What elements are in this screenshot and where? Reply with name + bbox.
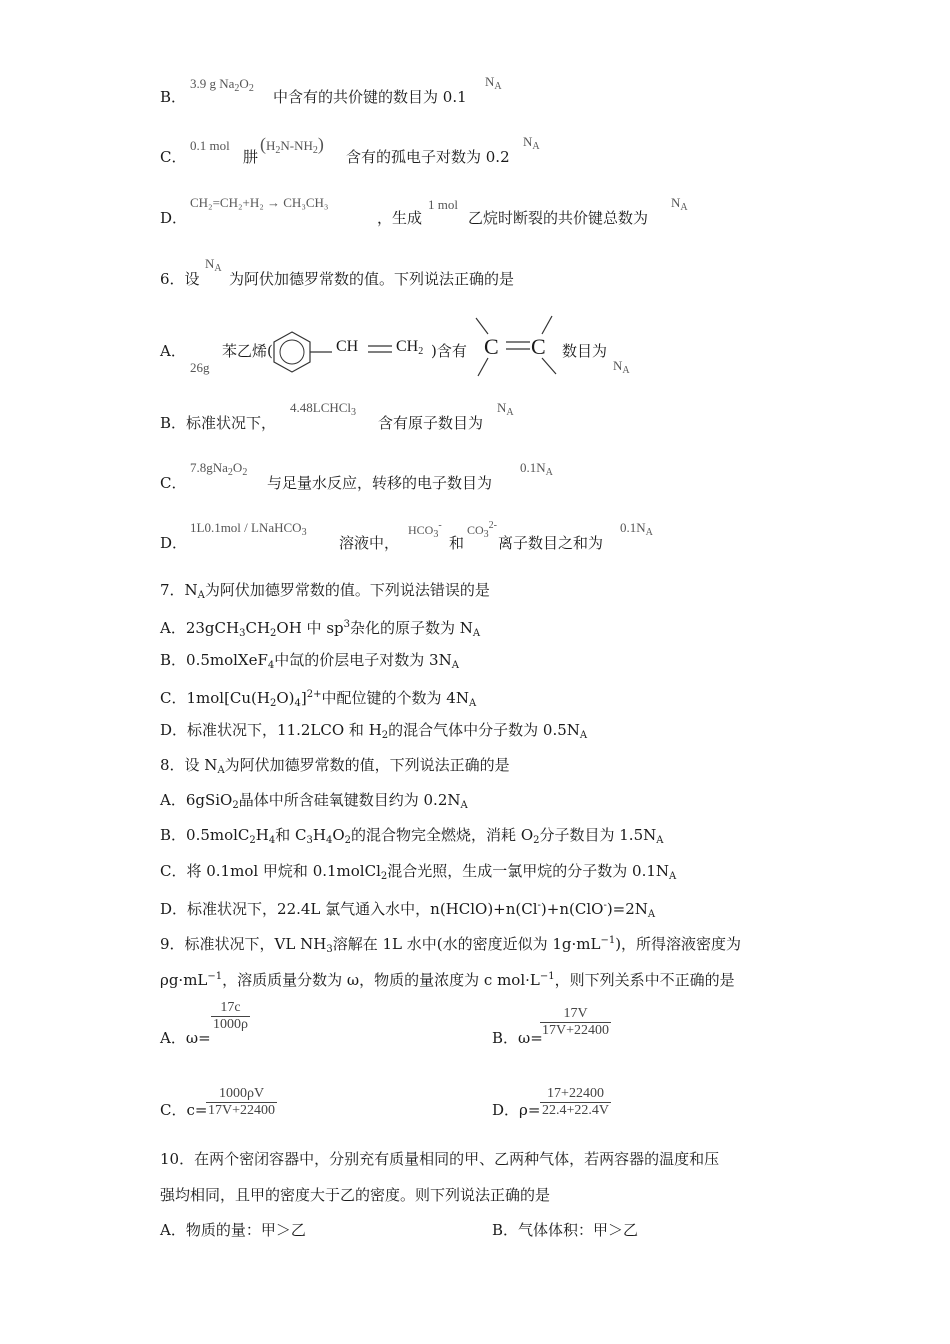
q6-a-text1: )含有 bbox=[431, 342, 467, 360]
q6-a-mass: 26g bbox=[190, 360, 210, 375]
q5-option-c: C． bbox=[160, 148, 187, 166]
q7-option-d: D．标准状况下，11.2LCO 和 $H_2$的混合气体中分子数为 $0.5N_A$ bbox=[160, 721, 588, 741]
q5-c-text: 含有的孤电子对数为 0.2 bbox=[346, 148, 510, 166]
q6-stem-prefix: 6．设 bbox=[160, 270, 200, 288]
q5-d-equation: CH₂=CH₂+H₂ → CH₃CH₃ bbox=[190, 195, 329, 210]
q10-option-b: B．气体体积：甲＞乙 bbox=[492, 1221, 639, 1239]
q6-d-value: $0.1N_A$ bbox=[620, 520, 653, 538]
q7-option-a: A．$23gCH_3CH_2OH$ 中 $sp^3$杂化的原子数为 $N_A$ bbox=[160, 619, 481, 639]
q9-option-c-label: C．c= bbox=[160, 1101, 208, 1119]
q7-option-b: B．0.5molXeF$_4$中氙的价层电子对数为 $3N_A$ bbox=[160, 651, 459, 671]
q10-stem-line1: 10．在两个密闭容器中，分别充有质量相同的甲、乙两种气体，若两容器的温度和压 bbox=[160, 1150, 720, 1168]
q5-c-amount: 0.1 mol bbox=[190, 138, 230, 153]
q5-c-name: 肼 bbox=[243, 148, 259, 166]
benzene-ring-icon bbox=[270, 328, 340, 376]
q6-stem: 为阿伏加德罗常数的值。下列说法正确的是 bbox=[229, 270, 515, 288]
q6-a-ch: CH bbox=[336, 338, 359, 355]
q6-option-d-letter: D． bbox=[160, 534, 188, 552]
q6-d-formula: 1L0.1mol / LNaHCO$_3$ bbox=[190, 520, 307, 538]
q5-c-formula: $(H_2N-NH_2)$ bbox=[260, 134, 324, 156]
q9-option-c-fraction: $\frac{1000\rho V}{17V+22400}$ bbox=[208, 1086, 276, 1118]
q9-option-b-fraction: $\frac{17V}{17V+22400}$ bbox=[542, 1006, 610, 1038]
q5-b-text: 中含有的共价键的数目为 0.1 bbox=[273, 88, 467, 106]
q8-stem: 8．设 $N_A$为阿伏加德罗常数的值，下列说法正确的是 bbox=[160, 756, 510, 776]
q6-a-name: 苯乙烯( bbox=[222, 342, 273, 360]
q6-a-c2: C bbox=[531, 334, 546, 359]
q5-d-text1: ，生成 bbox=[377, 209, 423, 227]
q6-d-ion1: $HCO_3^-$ bbox=[408, 520, 442, 540]
q5-option-b bbox=[160, 88, 186, 106]
q9-option-d-fraction: $\frac{17+22400}{22.4+22.4V}$ bbox=[542, 1086, 610, 1118]
q9-option-a-fraction: $\frac{17c}{1000\rho}$ bbox=[213, 1000, 248, 1032]
q5-b-formula: 3.9 g $Na_2O_2$ bbox=[190, 76, 254, 94]
q8-option-c: C．将 0.1mol 甲烷和 0.1molCl$_2$混合光照，生成一氯甲烷的分子数为 $0.1N_A$ bbox=[160, 862, 677, 882]
q6-d-text1: 溶液中， bbox=[339, 534, 400, 552]
q9-option-d-label: D．ρ= bbox=[492, 1101, 541, 1119]
na-symbol: $N_A$ bbox=[523, 134, 540, 152]
q6-d-ion2: $CO_3^{2-}$ bbox=[467, 520, 498, 540]
na-symbol: $N_A$ bbox=[485, 74, 502, 92]
double-bond-icon bbox=[366, 342, 394, 356]
q7-option-c: C．$1mol[Cu(H_2O)_4]^{2+}$中配位键的个数为 $4N_A$ bbox=[160, 689, 477, 709]
q6-d-text2: 和 bbox=[449, 534, 465, 552]
option-letter: B． bbox=[160, 88, 187, 106]
q6-a-ch2: $CH_2$ bbox=[396, 338, 424, 357]
q10-stem-line2: 强均相同，且甲的密度大于乙的密度。则下列说法正确的是 bbox=[160, 1186, 551, 1204]
q5-d-text2: 乙烷时断裂的共价键总数为 bbox=[468, 209, 649, 227]
q8-option-b: B．$0.5molC_2H_4$和 $C_3H_4O_2$的混合物完全燃烧，消耗 $O_2$分子数目为 $1.5N_A$ bbox=[160, 826, 664, 846]
q6-option-c-letter: C． bbox=[160, 474, 187, 492]
na-symbol: $N_A$ bbox=[671, 195, 688, 213]
q6-option-b: B．标准状况下， bbox=[160, 414, 277, 432]
q9-option-b-label: B．ω= bbox=[492, 1029, 543, 1047]
q9-stem-line1: 9．标准状况下，VL $NH_3$溶解在 1L 水中(水的密度近似为 $1g\cdot mL^{-1}$)，所得溶液密度为 bbox=[160, 935, 742, 955]
na-symbol: $N_A$ bbox=[205, 256, 222, 274]
q8-option-d: D．标准状况下，22.4L 氯气通入水中，$n(HClO)+n(Cl^-)+n(ClO^-)=2N_A$ bbox=[160, 900, 656, 920]
q6-option-a-letter: A． bbox=[160, 342, 186, 360]
q6-a-c1: C bbox=[484, 334, 499, 359]
q9-option-a-label: A．ω= bbox=[160, 1029, 211, 1047]
q7-stem: 7．$N_A$为阿伏加德罗常数的值。下列说法错误的是 bbox=[160, 581, 490, 601]
na-symbol: $N_A$ bbox=[613, 358, 630, 376]
q5-option-d: D． bbox=[160, 209, 188, 227]
q10-option-a: A．物质的量：甲＞乙 bbox=[160, 1221, 306, 1239]
q6-a-text2: 数目为 bbox=[562, 342, 608, 360]
na-symbol: $N_A$ bbox=[497, 400, 514, 418]
q6-d-text3: 离子数目之和为 bbox=[498, 534, 604, 552]
q6-b-formula: 4.48LCHCl$_3$ bbox=[290, 400, 357, 418]
q5-d-amount: 1 mol bbox=[428, 197, 458, 212]
q6-c-formula: $7.8gNa_2O_2$ bbox=[190, 460, 248, 478]
q8-option-a: A．6gSiO$_2$晶体中所含硅氧键数目约为 $0.2N_A$ bbox=[160, 791, 468, 811]
q6-c-value: $0.1N_A$ bbox=[520, 460, 553, 478]
q6-b-text2: 含有原子数目为 bbox=[378, 414, 484, 432]
q9-stem-line2: $\rho g\cdot mL^{-1}$，溶质质量分数为 ω，物质的量浓度为 c $mol\cdot L^{-1}$，则下列关系中不正确的是 bbox=[160, 971, 735, 989]
q6-c-text: 与足量水反应，转移的电子数目为 bbox=[267, 474, 493, 492]
